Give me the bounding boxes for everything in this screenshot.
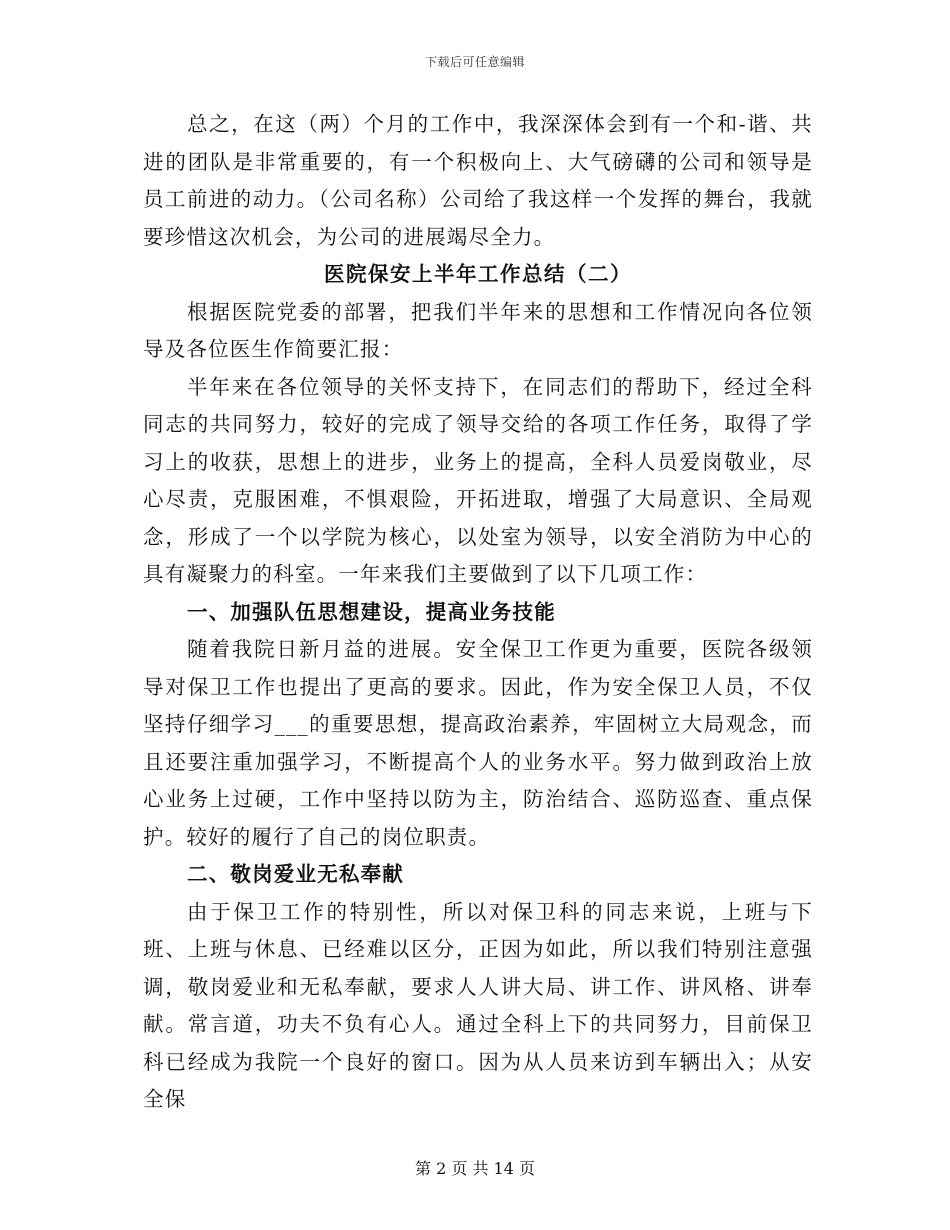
document-body [143,106,813,1119]
section-title: 医院保安上半年工作总结（二） [324,262,632,286]
page-footer-number: 第 2 页 共 14 页 [415,1159,535,1178]
page-header-note: 下载后可任意编辑 [424,55,525,69]
paragraph-two: 由于保卫工作的特别性，所以对保卫科的同志来说，上班与下班、上班与休息、已经难以区分，正因为如此，所以我们特别注意强调，敬岗爱业和无私奉献，要求人人讲大局、讲工作、讲风格、讲奉献。常言道，功夫不负有心人。通过全科上下的共同努力，目前保卫科已经成为我院一个良好的窗口。因为从人员来访到车辆出入；从安全保 [143,899,813,1111]
heading-one: 一、加强队伍思想建设，提高业务技能 [187,599,556,624]
paragraph-conclusion: 总之，在这（两）个月的工作中，我深深体会到有一个和-谐、共进的团队是非常重要的，有一个积极向上、大气磅礴的公司和领导是员工前进的动力。（公司名称）公司给了我这样一个发挥的舞台，我就要珍惜这次机会，为公司的进展竭尽全力。 [143,112,813,249]
paragraph-summary: 半年来在各位领导的关怀支持下，在同志们的帮助下，经过全科同志的共同努力，较好的完成了领导交给的各项工作任务，取得了学习上的收获，思想上的进步，业务上的提高，全科人员爱岗敬业，尽心尽责，克服困难，不惧艰险，开拓进取，增强了大局意识、全局观念，形成了一个以学院为核心，以处室为领导，以安全消防为中心的具有凝聚力的科室。一年来我们主要做到了以下几项工作： [143,374,813,586]
heading-two: 二、敬岗爱业无私奉献 [187,862,404,886]
paragraph-intro: 根据医院党委的部署，把我们半年来的思想和工作情况向各位领导及各位医生作简要汇报： [143,299,813,361]
paragraph-one: 随着我院日新月益的进展。安全保卫工作更为重要，医院各级领导对保卫工作也提出了更高的要求。因此，作为安全保卫人员，不仅坚持仔细学习___的重要思想，提高政治素养，牢固树立大局观念，而且还要注重加强学习，不断提高个人的业务水平。努力做到政治上放心业务上过硬，工作中坚持以防为主，防治结合、巡防巡查、重点保护。较好的履行了自己的岗位职责。 [143,637,813,849]
